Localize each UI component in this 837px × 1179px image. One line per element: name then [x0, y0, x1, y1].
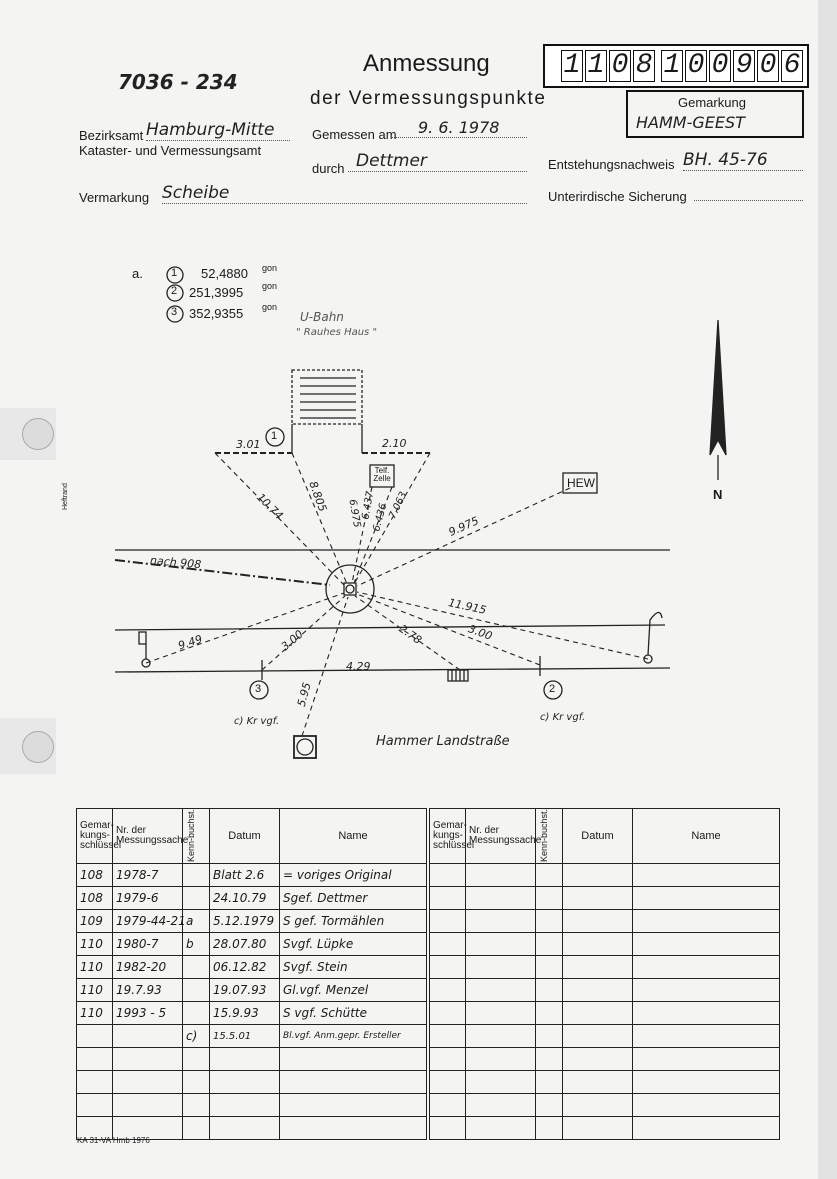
- table-row: [77, 979, 427, 1002]
- dist-7-063: 7.063: [387, 490, 410, 521]
- id-digit: 0: [685, 50, 707, 82]
- table-row: [77, 1025, 427, 1048]
- cell-nr: 19.7.93: [113, 979, 183, 1002]
- page-subtitle: der Vermessungspunkte: [310, 88, 547, 109]
- table-row-empty: [430, 979, 780, 1002]
- drain-grate: [448, 670, 468, 681]
- cell-name: Svgf. Stein: [280, 956, 427, 979]
- list-marker: a.: [132, 266, 143, 281]
- cell-gem: 110: [77, 979, 113, 1002]
- ray-3-00-left: [262, 596, 345, 670]
- table-row-empty: [430, 887, 780, 910]
- dist-5-95: 5.95: [294, 680, 314, 709]
- cell-gem: 110: [77, 1002, 113, 1025]
- gemessen-value: 9. 6. 1978: [392, 118, 527, 138]
- dist-3-00-left: 3.00: [278, 627, 306, 654]
- table-row: [77, 910, 427, 933]
- cell-kenn: [183, 887, 210, 910]
- bezirksamt-value: Hamburg-Mitte: [146, 120, 290, 141]
- dir-unit-2: gon: [262, 281, 278, 291]
- north-label: N: [713, 487, 723, 502]
- nach-label: nach 908: [149, 553, 202, 572]
- table-row: [77, 864, 427, 887]
- dist-2-78: 2.78: [396, 622, 425, 647]
- ubahn-label: U-Bahn: [300, 310, 344, 324]
- cell-name: Gl.vgf. Menzel: [280, 979, 427, 1002]
- id-digit: 9: [733, 50, 755, 82]
- dir-num-1: 1: [171, 267, 178, 279]
- entstehung-label: Entstehungsnachweis: [548, 157, 675, 172]
- ray-10-74: [215, 453, 345, 586]
- cell-nr: 1979-6: [113, 887, 183, 910]
- lamp-left: [139, 632, 146, 644]
- table-row: [77, 956, 427, 979]
- table-row: [77, 933, 427, 956]
- heftrand-label: Heftrand: [62, 483, 69, 510]
- cell-name: = voriges Original: [280, 864, 427, 887]
- dist-2-10: 2.10: [382, 437, 407, 450]
- north-arrow: [710, 320, 726, 455]
- dir-num-3: 3: [171, 306, 178, 318]
- cell-nr: 1978-7: [113, 864, 183, 887]
- cell-kenn: b: [183, 933, 210, 956]
- vermarkung-value: Scheibe: [162, 183, 527, 204]
- table-row-empty: [77, 1071, 427, 1094]
- dir-value-2: 251,3995: [189, 285, 244, 300]
- cell-nr: 1979-44-21: [113, 910, 183, 933]
- cell-name: Sgef. Dettmer: [280, 887, 427, 910]
- cell-kenn: c): [183, 1025, 210, 1048]
- dist-3-01: 3.01: [236, 438, 261, 451]
- gemessen-label: Gemessen am: [312, 127, 397, 142]
- street-line-2: [115, 560, 330, 585]
- cell-gem: [77, 1025, 113, 1048]
- cell-gem: 108: [77, 864, 113, 887]
- id-digit: 1: [661, 50, 683, 82]
- header-nr: Nr. der Messungssache: [113, 809, 183, 864]
- mark-2-label: 2: [549, 683, 556, 695]
- ray-8-805: [292, 453, 347, 584]
- dist-6-436: 6.436: [371, 502, 390, 533]
- entstehung-value: BH. 45-76: [683, 150, 803, 171]
- header-datum: Datum: [210, 809, 280, 864]
- dir-value-3: 352,9355: [189, 306, 244, 321]
- cell-nr: 1980-7: [113, 933, 183, 956]
- table-row-empty: [430, 1048, 780, 1071]
- id-digit: 0: [757, 50, 779, 82]
- vermarkung-label: Vermarkung: [79, 190, 150, 205]
- dist-9-975: 9.975: [446, 514, 481, 539]
- durch-value: Dettmer: [348, 151, 527, 172]
- cell-gem: 108: [77, 887, 113, 910]
- dist-9-49: 9.49: [176, 632, 204, 653]
- table-row-empty: [430, 1002, 780, 1025]
- bezirksamt-label: Bezirksamt: [79, 128, 144, 143]
- header-kenn: Kenn-buchst.: [536, 809, 563, 864]
- cell-gem: 110: [77, 956, 113, 979]
- cell-gem: 110: [77, 933, 113, 956]
- dir-unit-3: gon: [262, 302, 278, 312]
- table-row-empty: [430, 933, 780, 956]
- telef-label: Telf. Zelle: [373, 466, 391, 483]
- header-gemarkungs: Gemar-kungs-schlüssel: [77, 809, 113, 864]
- dist-3-00-right: 3.00: [466, 622, 494, 643]
- dist-4-29: 4.29: [346, 660, 371, 673]
- header-datum: Datum: [563, 809, 633, 864]
- dir-num-2: 2: [171, 285, 178, 297]
- register-table-left: [76, 808, 427, 1140]
- header-gemarkungs: Gemar-kungs-schlüssel: [430, 809, 466, 864]
- cell-name: S vgf. Schütte: [280, 1002, 427, 1025]
- header-name: Name: [633, 809, 780, 864]
- file-number: 7036 - 234: [118, 70, 238, 94]
- dir-value-1: 52,4880: [201, 266, 248, 281]
- cell-datum: Blatt 2.6: [210, 864, 280, 887]
- cell-kenn: [183, 1002, 210, 1025]
- id-digit: 0: [609, 50, 631, 82]
- kr-left-label: c) Kr vgf.: [234, 716, 280, 727]
- cell-kenn: [183, 979, 210, 1002]
- center-point-ring: [326, 565, 374, 613]
- cell-datum: 06.12.82: [210, 956, 280, 979]
- dist-6-975: 6.975: [346, 498, 363, 529]
- dist-11-915: 11.915: [447, 596, 488, 617]
- amt-label: Kataster- und Vermessungsamt: [79, 143, 262, 158]
- table-row-empty: [430, 1025, 780, 1048]
- mark-1-label: 1: [271, 430, 278, 442]
- dist-8-805: 8.805: [306, 479, 330, 514]
- unterirdisch-label: Unterirdische Sicherung: [548, 189, 687, 204]
- cell-nr: 1993 - 5: [113, 1002, 183, 1025]
- cell-name: Svgf. Lüpke: [280, 933, 427, 956]
- dist-6-437: 6.437: [360, 490, 377, 521]
- cell-name: S gef. Tormählen: [280, 910, 427, 933]
- table-row-empty: [430, 1094, 780, 1117]
- table-row-empty: [77, 1094, 427, 1117]
- table-row: [77, 887, 427, 910]
- table-row: [77, 1002, 427, 1025]
- cell-nr: 1982-20: [113, 956, 183, 979]
- header-kenn: Kenn-buchst.: [183, 809, 210, 864]
- cell-kenn: [183, 864, 210, 887]
- cell-kenn: a: [183, 910, 210, 933]
- curb-line-lower: [115, 668, 670, 672]
- table-row-empty: [430, 910, 780, 933]
- table-row-empty: [430, 864, 780, 887]
- cell-kenn: [183, 956, 210, 979]
- kr-right-label: c) Kr vgf.: [540, 712, 586, 723]
- street-name: Hammer Landstraße: [376, 734, 510, 749]
- cell-datum: 24.10.79: [210, 887, 280, 910]
- table-row-empty: [430, 1117, 780, 1140]
- id-digit: 1: [585, 50, 607, 82]
- gemarkung-label: Gemarkung: [678, 95, 746, 110]
- form-footer: KA 31-VA Hmb 1976: [77, 1136, 150, 1145]
- ray-5-95: [302, 597, 348, 736]
- ray-hew: [357, 488, 570, 586]
- cell-name: Bl.vgf. Anm.gepr. Ersteller: [280, 1025, 427, 1048]
- id-digit: 6: [781, 50, 803, 82]
- id-digit: 0: [709, 50, 731, 82]
- table-row-empty: [430, 1071, 780, 1094]
- curb-line-upper: [115, 625, 665, 630]
- cell-datum: 19.07.93: [210, 979, 280, 1002]
- gemarkung-value: HAMM-GEEST: [636, 113, 745, 132]
- mark-3-label: 3: [255, 683, 262, 695]
- table-row-empty: [430, 956, 780, 979]
- dist-10-74: 10.74: [254, 490, 286, 523]
- cell-gem: 109: [77, 910, 113, 933]
- id-digit: 8: [633, 50, 655, 82]
- header-name: Name: [280, 809, 427, 864]
- id-digit: 1: [561, 50, 583, 82]
- cell-nr: [113, 1025, 183, 1048]
- lamp-right: [648, 612, 662, 655]
- register-table-right: [429, 808, 780, 1140]
- cell-datum: 15.5.01: [210, 1025, 280, 1048]
- header-nr: Nr. der Messungssache: [466, 809, 536, 864]
- ubahn-station-label: " Rauhes Haus ": [296, 327, 378, 338]
- hew-label: HEW: [567, 476, 595, 490]
- durch-label: durch: [312, 161, 345, 176]
- dir-unit-1: gon: [262, 263, 278, 273]
- cell-datum: 5.12.1979: [210, 910, 280, 933]
- cell-datum: 15.9.93: [210, 1002, 280, 1025]
- table-row-empty: [77, 1048, 427, 1071]
- page-title: Anmessung: [363, 50, 490, 77]
- cell-datum: 28.07.80: [210, 933, 280, 956]
